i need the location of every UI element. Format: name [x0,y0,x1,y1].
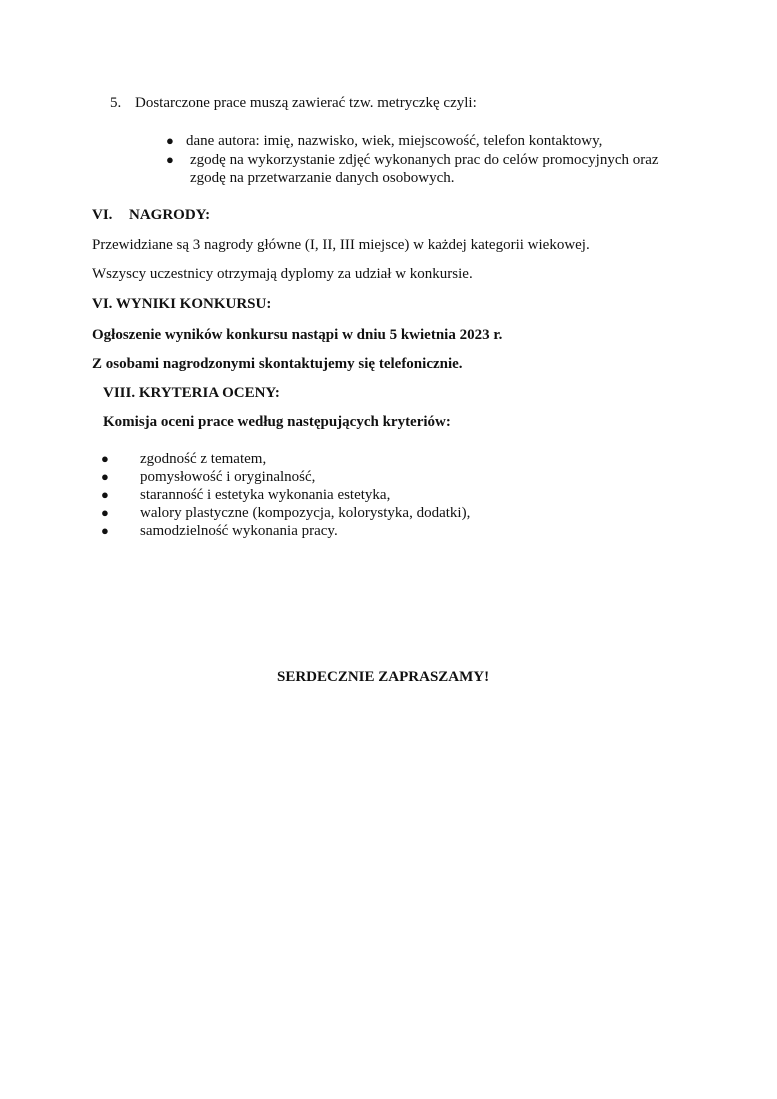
results-announcement: Ogłoszenie wyników konkursu nastąpi w dniu 5 kwietnia 2023 r. [92,327,503,343]
criteria-intro: Komisja oceni prace według następujących kryteriów: [103,414,451,430]
section-heading-nagrody: NAGRODY: [129,207,211,223]
criteria-item: walory plastyczne (kompozycja, kolorystyka, dodatki), [140,505,471,521]
bullet-icon: ● [101,505,109,520]
bullet-icon: ● [101,487,109,502]
criteria-item: staranność i estetyka wykonania estetyka, [140,487,391,503]
bullet-icon: ● [101,469,109,484]
metryczka-item-consent: zgodę na wykorzystanie zdjęć wykonanych prac do celów promocyjnych oraz [190,152,659,168]
prizes-paragraph: Przewidziane są 3 nagrody główne (I, II, III miejsce) w każdej kategorii wiekowej. [92,237,590,253]
criteria-item: samodzielność wykonania pracy. [140,523,338,539]
bullet-icon: ● [101,523,109,538]
metryczka-item-author: dane autora: imię, nazwisko, wiek, miejscowość, telefon kontaktowy, [186,133,603,149]
section-heading-kryteria: VIII. KRYTERIA OCENY: [103,385,280,401]
winners-contact: Z osobami nagrodzonymi skontaktujemy się telefonicznie. [92,356,463,372]
list-number: 5. [110,95,122,111]
criteria-item: pomysłowość i oryginalność, [140,469,316,485]
diplomas-paragraph: Wszyscy uczestnicy otrzymają dyplomy za udział w konkursie. [92,266,473,282]
criteria-item: zgodność z tematem, [140,451,267,467]
bullet-icon: ● [166,152,174,167]
section-heading-number: VI. [92,207,113,223]
closing-invitation: SERDECZNIE ZAPRASZAMY! [277,669,490,685]
section-heading-wyniki: VI. WYNIKI KONKURSU: [92,296,272,312]
bullet-icon: ● [101,451,109,466]
item-5-text: Dostarczone prace muszą zawierać tzw. metryczkę czyli: [135,95,477,111]
metryczka-item-consent-cont: zgodę na przetwarzanie danych osobowych. [190,170,455,186]
bullet-icon: ● [166,133,174,148]
